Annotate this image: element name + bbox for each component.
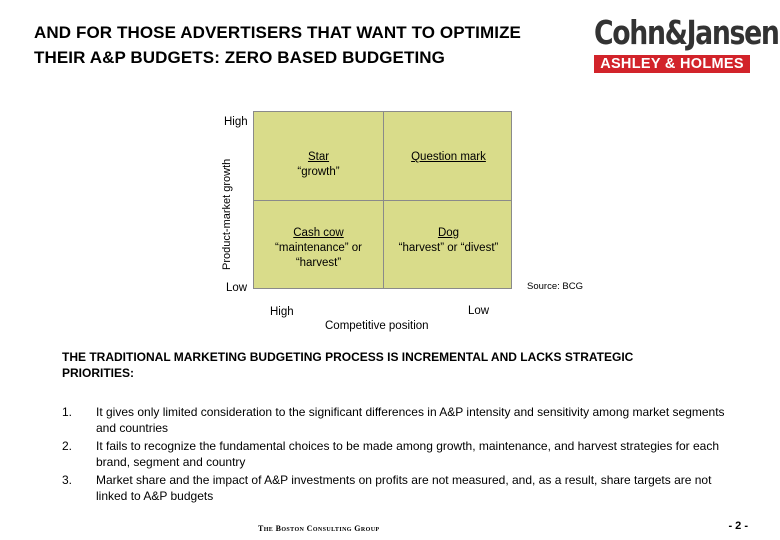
slide-title: AND FOR THOSE ADVERTISERS THAT WANT TO OPTIMIZE THEIR A&P BUDGETS: ZERO BASED BUDGETING <box>34 23 521 67</box>
x-low-label: Low <box>468 305 490 317</box>
list-number: 3. <box>62 473 73 487</box>
y-high-label: High <box>224 116 248 128</box>
section-heading: THE TRADITIONAL MARKETING BUDGETING PROCESS IS INCREMENTAL AND LACKS STRATEGIC PRIORITIES: <box>62 350 634 380</box>
cell-heading: Dog <box>437 227 460 239</box>
page-number: - 2 - <box>728 520 748 532</box>
cell-heading: Star <box>307 151 330 163</box>
bcg-matrix <box>253 111 512 289</box>
cell-subtext: “harvest” or “divest” <box>398 242 499 254</box>
logo-wordmark: Cohn&Jansen <box>594 13 779 52</box>
x-axis-label: Competitive position <box>325 320 429 332</box>
company-logo <box>594 13 779 73</box>
y-low-label: Low <box>226 282 248 294</box>
list-item <box>62 472 742 504</box>
x-high-label: High <box>270 306 294 318</box>
cell-heading: Cash cow <box>293 227 344 239</box>
cell-subtext: “maintenance” or “harvest” <box>275 242 362 269</box>
matrix-cell-cash-cow <box>254 226 383 271</box>
numbered-list <box>62 404 742 506</box>
list-text: Market share and the impact of A&P investments on profits are not measured, and, as a result, share targets are not linked to A&P budgets <box>96 473 712 503</box>
matrix-cell-dog <box>384 226 513 256</box>
matrix-cell-star <box>254 150 383 180</box>
list-item <box>62 438 742 470</box>
cell-heading: Question mark <box>411 151 486 163</box>
matrix-horizontal-divider <box>254 200 511 201</box>
source-note: Source: BCG <box>527 281 583 292</box>
list-text: It gives only limited consideration to the significant differences in A&P intensity and sensitivity among market segments and countries <box>96 405 725 435</box>
logo-subtitle: ASHLEY & HOLMES <box>594 55 750 73</box>
list-number: 1. <box>62 405 73 419</box>
cell-subtext: “growth” <box>297 166 340 178</box>
list-number: 2. <box>62 439 73 453</box>
footer-organization: The Boston Consulting Group <box>258 524 380 533</box>
list-text: It fails to recognize the fundamental choices to be made among growth, maintenance, and harvest strategies for each brand, segment and country <box>96 439 720 469</box>
y-axis-label: Product-market growth <box>221 158 233 270</box>
list-item <box>62 404 742 436</box>
matrix-cell-question-mark <box>384 150 513 165</box>
